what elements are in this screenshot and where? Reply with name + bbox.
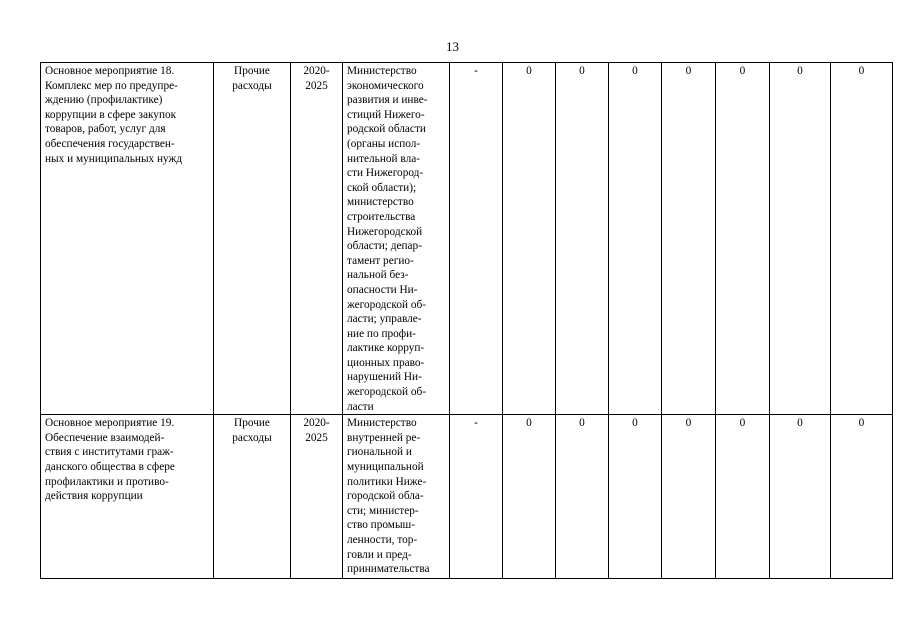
value-cell: 0 xyxy=(831,63,893,415)
table-row xyxy=(41,63,893,415)
value-cell: 0 xyxy=(770,63,831,415)
value-cell: - xyxy=(450,415,503,579)
period-cell: 2020- 2025 xyxy=(291,415,343,579)
value-cell: 0 xyxy=(503,415,556,579)
program-table xyxy=(40,62,893,579)
value-cell: 0 xyxy=(556,63,609,415)
expense-type-cell: Прочие расходы xyxy=(214,63,291,415)
value-cell: 0 xyxy=(556,415,609,579)
value-cell: 0 xyxy=(770,415,831,579)
activity-name-cell: Основное мероприятие 19. Обеспечение взаимодей- ствия с институтами граж- данского общества в сфере профилактики и противо- действия коррупции xyxy=(41,415,214,579)
activity-name-cell: Основное мероприятие 18. Комплекс мер по предупре- ждению (профилактике) коррупции в сфере закупок товаров, работ, услуг для обеспечения государствен- ных и муниципальных нужд xyxy=(41,63,214,415)
value-cell: 0 xyxy=(503,63,556,415)
executor-cell: Министерство экономического развития и инве- стиций Нижего- родской области (органы испол- нительной вла- сти Нижегород- ской области); министерство строительства Нижегородской области; депар- тамент регио- нальной без- опасности Ни- жегородской об- ласти; управле- ние по профи- лактике корруп- ционных право- нарушений Ни- жегородской об- ласти xyxy=(343,63,450,415)
executor-cell: Министерство внутренней ре- гиональной и муниципальной политики Ниже- городской обла- сти; министер- ство промыш- ленности, тор- говли и пред- принимательства xyxy=(343,415,450,579)
value-cell: 0 xyxy=(609,415,662,579)
value-cell: 0 xyxy=(609,63,662,415)
page-number: 13 xyxy=(446,39,459,54)
value-cell: 0 xyxy=(662,415,716,579)
expense-type-cell: Прочие расходы xyxy=(214,415,291,579)
value-cell: 0 xyxy=(716,63,770,415)
value-cell: 0 xyxy=(831,415,893,579)
value-cell: 0 xyxy=(662,63,716,415)
value-cell: - xyxy=(450,63,503,415)
period-cell: 2020- 2025 xyxy=(291,63,343,415)
value-cell: 0 xyxy=(716,415,770,579)
table-row xyxy=(41,415,893,579)
